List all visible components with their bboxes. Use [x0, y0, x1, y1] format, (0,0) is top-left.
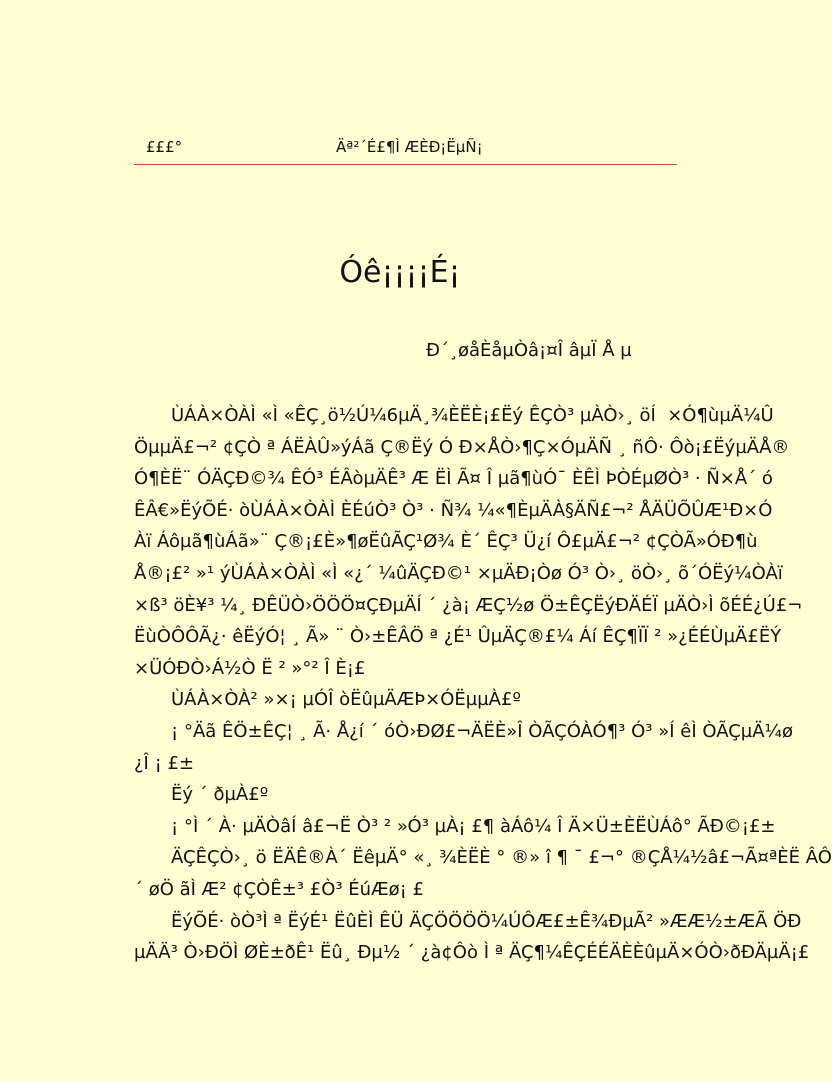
text-line: Ëý ´ ðµÀ£º [171, 784, 269, 806]
text-line: Àï Áôµã¶ùÁã»¨ Ç®¡£È»¶øËûÃÇ¹Ø¾ È´ ÊÇ³ Ü¿í Ô£µÄ£¬² ¢ÇÒÃ»ÓÐ¶ù [134, 531, 758, 553]
body-text [134, 400, 832, 969]
text-line: ×ß³ öÈ¥³ ¼¸ ÐÊÜÒ›ÖÖÖ¤ÇÐµÄÍ ´ ¿à¡ ÆÇ½ø Ö±ÊÇËýÐÄÉÏ µÄÒ›Ì õÉÉ¿Ú£¬ [134, 594, 803, 616]
text-line: ¡ °Äã ÊÖ±ÊÇ¦ ¸ Ã· Å¿í ´ óÒ›ÐØ£¬ÄËÈ»Î ÒÃÇÓÀÓ¶³ Ó³ »Í êÌ ÒÃÇµÄ¼ø [171, 720, 793, 742]
running-title: Äª²´É£¶Ì ÆÈÐ¡ËµÑ¡ [336, 138, 483, 156]
text-line: ÄÇÊÇÒ›¸ ö ËÄÊ®À´ ËêµÄ° «¸ ¾ÈËÈ ° ®» î ¶ ¯ £¬° ®ÇÅ¼½â£¬Ã¤ªÈË ÂÔ [171, 847, 832, 869]
text-line: ÙÁÀ×ÒÀ² »×¡ µÓÎ òËûµÄÆÞ×ÓËµµÀ£º [171, 689, 521, 711]
chapter-title: Óê¡¡¡¡É¡ [339, 255, 461, 290]
text-line: Ó¶ÈË¨ ÓÄÇÐ©¾ ÊÓ³ ÉÂòµÄÊ³ Æ ËÌ Ã¤ Î µã¶ùÓ¯ ÈÊÌ ÞÒÉµØÒ³ · Ñ×Å´ ó [134, 468, 773, 490]
text-line: ÊÂ€»ËýÕÉ· òÙÁÀ×ÒÀÌ ÈÉúÒ³ Ò³ · Ñ¾ ¼«¶ÈµÄÀ§ÄÑ£¬² ÅÄÜÕÛÆ¹Ð×Ó [134, 499, 773, 521]
text-line: ´ øÖ ãÌ Æ² ¢ÇÒÊ±³ £Ò³ ÉúÆø¡ £ [134, 878, 425, 900]
text-line: ×ÜÓÐÒ›Á½Ò Ë ² »°² Î È¡£ [134, 657, 366, 679]
text-line: ¡ °Ì ´ À· µÄÒâÍ â£¬Ë Ò³ ² »Ó³ µÀ¡ £¶ àÁô¼ Î Ä×Ü±ÈËÙÁô° ÃÐ©¡£± [171, 815, 776, 837]
text-line: ÖµµÄ£¬² ¢ÇÒ ª ÁËÀÛ»ýÁã Ç®Ëý Ó Ð×ÅÒ›¶Ç×ÓµÄÑ ¸ ñÔ· Ôò¡£ËýµÄÅ® [134, 436, 790, 458]
page-number: £££° [146, 138, 183, 156]
text-line: ÙÁÀ×ÒÀÌ «Ì «ÊÇ¸ö½Ú¼6µÄ¸¾ÈËÈ¡£Ëý ÊÇÒ³ µÀÒ›¸ öÍ ×Ó¶ùµÄ¼Û [171, 405, 774, 426]
text-line: ¿Î ¡ £± [134, 752, 195, 774]
text-line: µÄÄ³ Ò›ÐÖÌ ØÈ±ðÊ¹ Ëû¸ Ðµ½ ´ ¿à¢Ôò Ì ª ÄÇ¶¼ÊÇÉÉÄÈÈûµÄ×ÓÒ›ðÐÄµÄ¡£ [134, 942, 810, 964]
text-line: ËýÕÉ· òÒ³Ì ª ËýÉ¹ ËûÈÌ ÊÜ ÄÇÖÖÖÖ¼ÚÔÆ£±Ê¾ÐµÃ² »ÆÆ½±ÆÃ ÖÐ [171, 910, 802, 932]
author-line: Ð´¸øåÈåµÒâ¡¤Î âµÏ Å µ [426, 340, 632, 361]
page-header [134, 136, 677, 165]
text-line: ËùÒÔÔÃ¿· êËýÓ¦ ¸ Ã» ¨ Ò›±ÊÂÖ ª ¿É¹ ÛµÄÇ®£¼ Áí ÊÇ¶ÏÏ ² »¿ÉÉÙµÄ£ËÝ [134, 626, 782, 648]
text-line: Å®¡£² »¹ ýÙÁÀ×ÒÀÌ «Ì «¿´ ¼ûÄÇÐ©¹ ×µÄÐ¡Òø Ó³ Ò›¸ öÒ›¸ õ´ÓËý¼ÒÀï [134, 562, 783, 584]
